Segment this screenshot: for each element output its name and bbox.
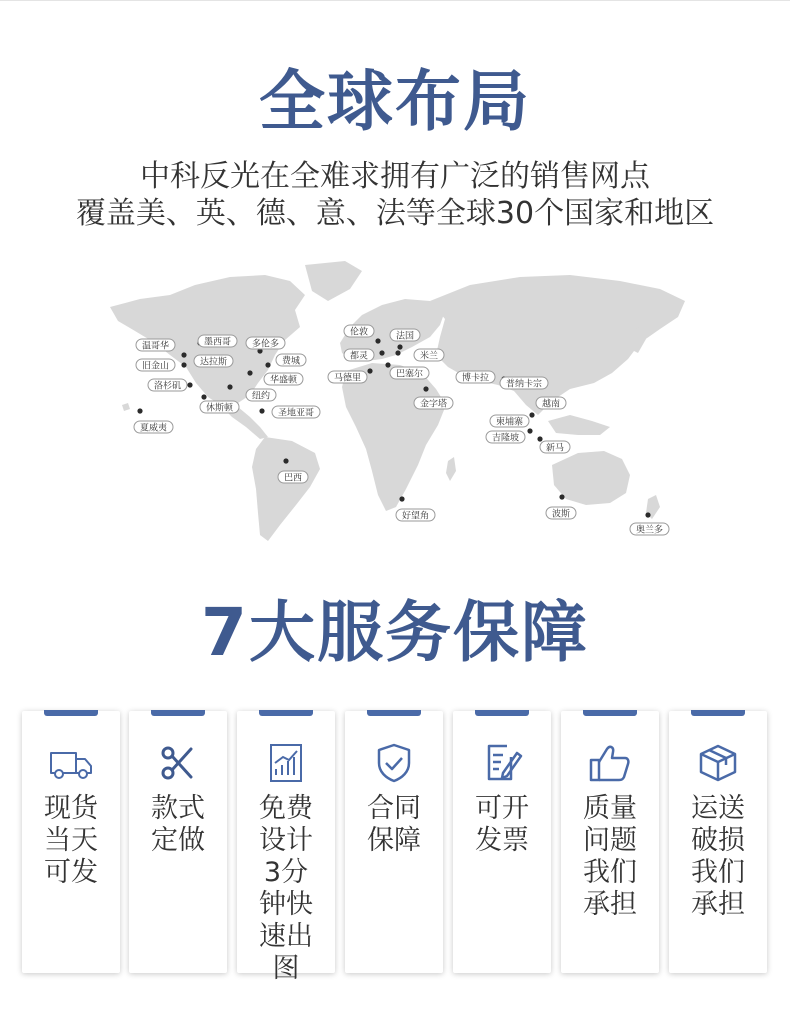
global-layout-title: 全球布局 <box>259 63 531 140</box>
service-card-stock <box>22 711 120 973</box>
greenland-shape <box>305 261 362 301</box>
city-name: 夏威夷 <box>139 423 168 434</box>
service-label: 款式定做 <box>151 793 205 856</box>
city-name: 巴西 <box>283 473 303 484</box>
city-name: 多伦多 <box>251 339 280 350</box>
city-name: 巴塞尔 <box>395 369 424 380</box>
service-card-design <box>237 711 335 984</box>
city-dot <box>395 350 400 355</box>
truck-icon <box>48 743 94 783</box>
city-name: 休斯顿 <box>205 403 234 414</box>
city-name: 纽约 <box>251 391 271 402</box>
city-label <box>500 377 548 389</box>
city-dot <box>399 496 404 501</box>
city-label <box>486 431 525 443</box>
city-dot <box>201 394 206 399</box>
scissors-icon <box>155 743 201 783</box>
city-name: 法国 <box>395 331 415 342</box>
city-dot <box>227 384 232 389</box>
city-name: 柬埔寨 <box>495 417 524 428</box>
city-name: 伦敦 <box>349 327 369 338</box>
city-label <box>414 349 444 361</box>
city-dot <box>187 382 192 387</box>
city-label <box>272 406 320 418</box>
city-dot <box>375 338 380 343</box>
city-label <box>540 441 570 453</box>
chart-icon <box>263 743 309 783</box>
city-dot <box>181 362 186 367</box>
hawaii-shape <box>122 403 130 411</box>
thumbs-up-icon <box>587 743 633 783</box>
city-label <box>198 335 237 347</box>
city-name: 波斯 <box>551 509 571 520</box>
city-label <box>414 397 453 409</box>
city-label <box>278 471 308 483</box>
city-dot <box>529 412 534 417</box>
invoice-pen-icon <box>479 743 525 783</box>
city-dot <box>247 370 252 375</box>
service-card-contract <box>345 711 443 973</box>
city-label <box>246 337 285 349</box>
city-label <box>630 523 669 535</box>
city-dot <box>397 344 402 349</box>
city-label <box>136 339 175 351</box>
city-dot <box>423 386 428 391</box>
city-name: 都灵 <box>349 351 369 362</box>
city-name: 马德里 <box>333 373 362 384</box>
package-box-icon <box>695 743 741 783</box>
city-label <box>246 389 276 401</box>
service-label: 运送破损我们承担 <box>691 793 745 920</box>
card-tab <box>259 710 313 716</box>
city-label <box>328 371 367 383</box>
service-label: 现货当天可发 <box>44 793 98 888</box>
city-name: 金字塔 <box>419 399 448 410</box>
service-label: 可开发票 <box>475 793 529 856</box>
city-label <box>344 349 374 361</box>
city-name: 洛杉矶 <box>153 381 182 392</box>
city-dot <box>645 512 650 517</box>
card-tab <box>367 710 421 716</box>
city-dot <box>137 408 142 413</box>
service-label: 合同保障 <box>367 793 421 856</box>
city-name: 博卡拉 <box>461 373 490 384</box>
city-label <box>396 509 435 521</box>
card-tab <box>691 710 745 716</box>
city-label <box>200 401 239 413</box>
city-dot <box>537 436 542 441</box>
city-label <box>456 371 495 383</box>
city-dot <box>181 352 186 357</box>
city-label <box>546 507 576 519</box>
city-label <box>264 373 303 385</box>
city-dot <box>259 408 264 413</box>
city-label <box>134 421 173 433</box>
city-dot <box>559 494 564 499</box>
city-name: 温哥华 <box>141 341 170 352</box>
madagascar-shape <box>446 457 456 481</box>
city-label <box>136 359 175 371</box>
city-name: 旧金山 <box>141 361 170 372</box>
city-name: 普纳卡宗 <box>505 379 543 390</box>
africa-shape <box>342 363 446 511</box>
card-tab <box>151 710 205 716</box>
service-label: 免费设计3分钟快速出图 <box>259 793 313 984</box>
city-dot <box>283 458 288 463</box>
asia-shape <box>430 275 685 415</box>
city-name: 达拉斯 <box>199 357 228 368</box>
service-card-invoice <box>453 711 551 973</box>
city-label <box>390 329 420 341</box>
city-dot <box>367 368 372 373</box>
city-dot <box>379 350 384 355</box>
city-name: 圣地亚哥 <box>277 408 315 419</box>
service-cards <box>22 711 768 984</box>
city-label <box>148 379 187 391</box>
card-tab <box>583 710 637 716</box>
service-card-custom <box>129 711 227 973</box>
service-card-damage <box>669 711 767 973</box>
city-dot <box>385 362 390 367</box>
city-dot <box>265 362 270 367</box>
city-name: 越南 <box>541 399 561 410</box>
city-name: 费城 <box>281 356 301 367</box>
city-name: 华盛顿 <box>269 375 298 386</box>
top-divider <box>0 0 790 1</box>
continents <box>110 261 685 541</box>
city-label <box>536 397 566 409</box>
subtitle-line-2: 覆盖美、英、德、意、法等全球30个国家和地区 <box>75 196 715 231</box>
card-tab <box>44 710 98 716</box>
subtitle-line-1: 中科反光在全难求拥有广泛的销售网点 <box>140 159 650 194</box>
city-name: 好望角 <box>401 511 430 522</box>
shield-check-icon <box>371 743 417 783</box>
card-tab <box>475 710 529 716</box>
city-name: 奥兰多 <box>635 525 664 536</box>
south-america-shape <box>252 437 320 541</box>
southeast-asia-shape <box>548 415 610 435</box>
city-dot <box>527 428 532 433</box>
city-name: 墨西哥 <box>203 337 232 348</box>
city-name: 米兰 <box>419 351 439 362</box>
city-label <box>490 415 529 427</box>
service-guarantee-title: 7大服务保障 <box>201 594 589 671</box>
city-label <box>344 325 374 337</box>
service-label: 质量问题我们承担 <box>583 793 637 920</box>
city-label <box>276 354 306 366</box>
city-label <box>390 367 429 379</box>
city-name: 新马 <box>545 443 565 454</box>
service-card-quality <box>561 711 659 973</box>
city-name: 吉隆坡 <box>491 433 520 444</box>
city-label <box>194 355 233 367</box>
world-map <box>100 255 690 545</box>
